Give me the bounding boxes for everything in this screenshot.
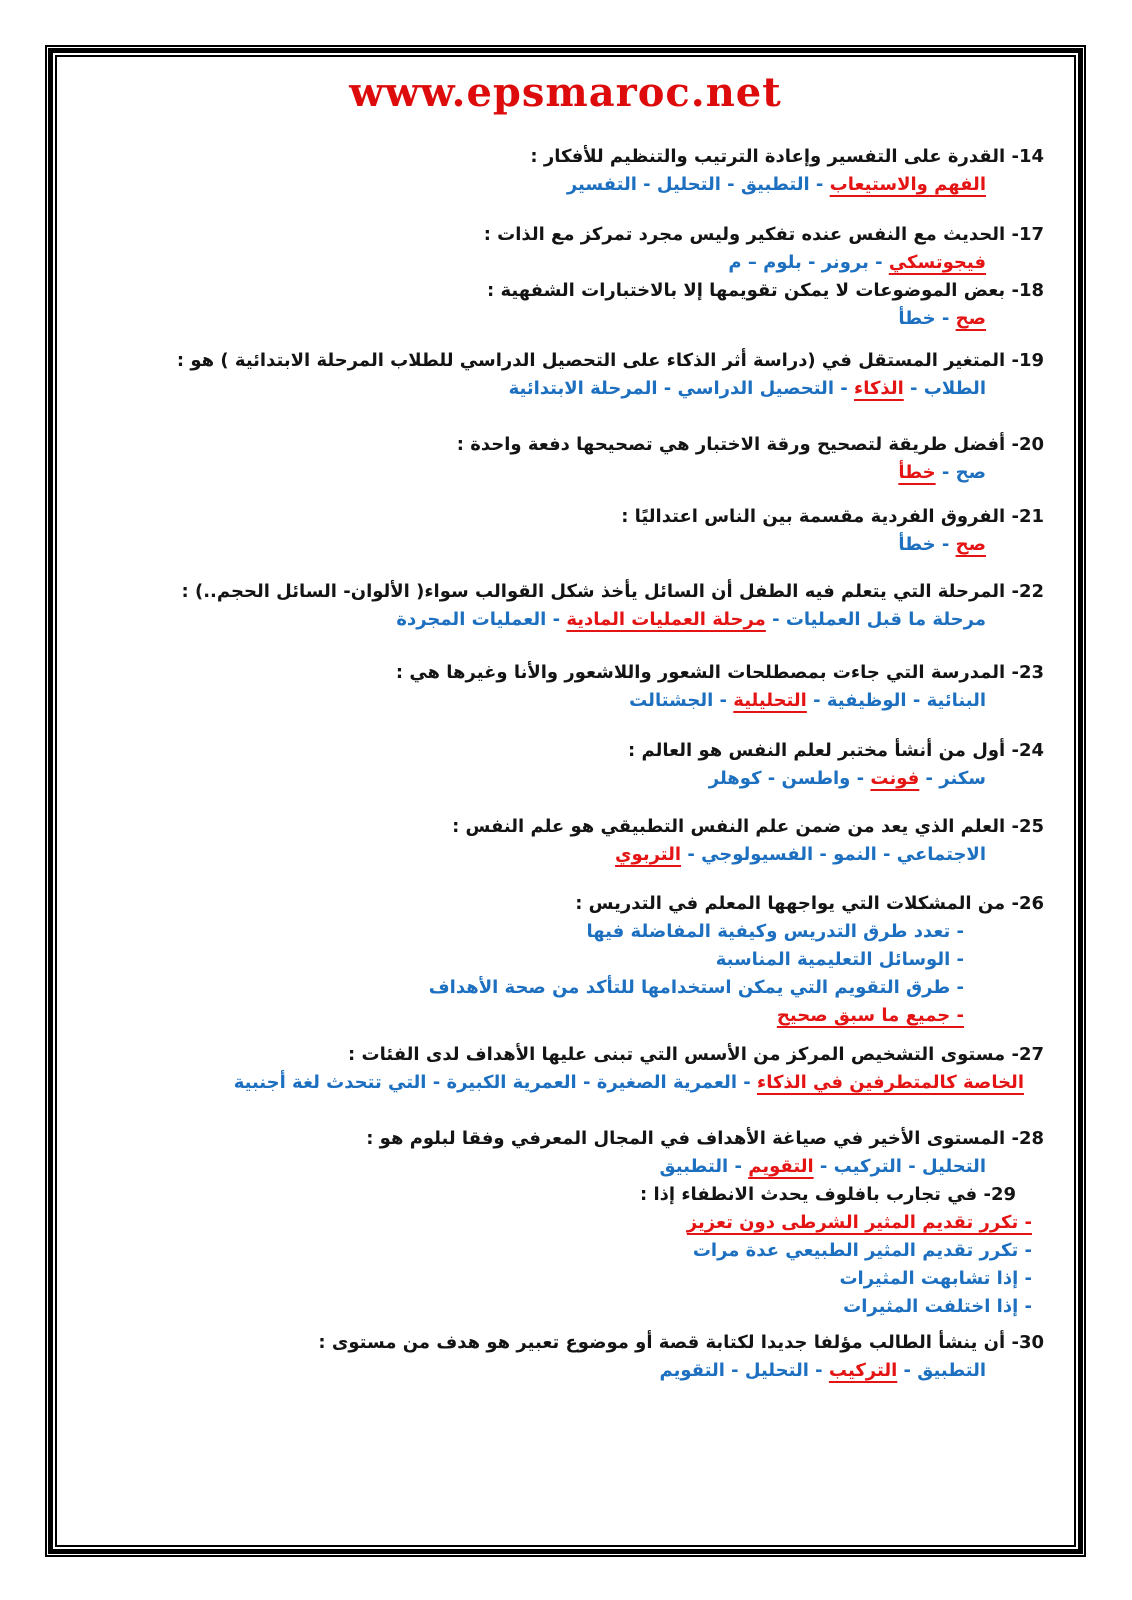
page-border-frame-middle — [48, 48, 1083, 1554]
question-21-text: 21- الفروق الفردية مقسمة بين الناس اعتداليًا : — [621, 506, 1044, 527]
question-25-answers — [87, 841, 986, 869]
question-26-option-3 — [87, 974, 964, 1002]
answer-option: - تعدد طرق التدريس وكيفية المفاضلة فيها — [586, 921, 964, 942]
answer-option: الطلاب - — [903, 378, 986, 399]
answer-option: - تكرر تقديم المثير الطبيعي عدة مرات — [692, 1240, 1032, 1261]
question-26-option-4 — [87, 1002, 964, 1030]
question-block-18 — [87, 277, 1044, 333]
question-14-answers — [87, 171, 986, 199]
answer-option: - العمرية الصغيرة - العمرية الكبيرة - التي تتحدث لغة أجنبية — [233, 1072, 757, 1093]
answer-option: - التطبيق - التحليل - التفسير — [566, 174, 830, 195]
question-17-answers — [87, 249, 986, 277]
question-19-text: 19- المتغير المستقل في (دراسة أثر الذكاء على التحصيل الدراسي للطلاب المرحلة الابتدائية ) هو : — [176, 350, 1044, 371]
correct-answer: - تكرر تقديم المثير الشرطى دون تعزيز — [686, 1212, 1032, 1233]
question-29-option-2 — [87, 1237, 1032, 1265]
page-content — [57, 57, 1074, 1385]
answer-option: البنائية - الوظيفية - — [806, 690, 986, 711]
correct-answer: صح — [955, 308, 986, 329]
question-block-20 — [87, 431, 1044, 487]
question-block-17 — [87, 221, 1044, 277]
question-24-answers — [87, 765, 986, 793]
correct-answer: صح — [955, 534, 986, 555]
question-25-text: 25- العلم الذي يعد من ضمن علم النفس التطبيقي هو علم النفس : — [452, 816, 1044, 837]
correct-answer: التركيب — [828, 1360, 898, 1381]
answer-option: صح - — [935, 462, 986, 483]
question-30-answers — [87, 1357, 986, 1385]
correct-answer: فيجوتسكي — [888, 252, 986, 273]
answer-option: - إذا تشابهت المثيرات — [839, 1268, 1032, 1289]
correct-answer: التربوي — [615, 844, 682, 865]
answer-option: - الجشتالت — [629, 690, 734, 711]
question-block-29 — [87, 1181, 1044, 1321]
question-29-option-4 — [87, 1293, 1032, 1321]
correct-answer: التحليلية — [733, 690, 807, 711]
correct-answer: التقويم — [748, 1156, 814, 1177]
question-30-text: 30- أن ينشأ الطالب مؤلفا جديدا لكتابة قصة أو موضوع تعبير هو هدف من مستوى : — [318, 1332, 1044, 1353]
answer-option: مرحلة ما قبل العمليات - — [765, 609, 986, 630]
question-22-text: 22- المرحلة التي يتعلم فيه الطفل أن السائل يأخذ شكل القوالب سواء( الألوان- السائل الحجم..) : — [181, 581, 1044, 602]
answer-option: - خطأ — [898, 534, 956, 555]
question-block-26 — [87, 890, 1044, 1030]
answer-option: - التحليل - التقويم — [659, 1360, 829, 1381]
correct-answer: الخاصة كالمتطرفين في الذكاء — [757, 1072, 1024, 1093]
answer-option: - برونر - بلوم – م — [728, 252, 889, 273]
question-block-27 — [87, 1041, 1044, 1097]
question-18-text: 18- بعض الموضوعات لا يمكن تقويمها إلا بالاختبارات الشفهية : — [487, 280, 1044, 301]
question-20-answers — [87, 459, 986, 487]
question-block-25 — [87, 813, 1044, 869]
question-18-answers — [87, 305, 986, 333]
question-block-22 — [87, 578, 1044, 634]
correct-answer: فونت — [870, 768, 920, 789]
question-29-text: 29- في تجارب بافلوف يحدث الانطفاء إذا : — [640, 1184, 1016, 1205]
question-20-text: 20- أفضل طريقة لتصحيح ورقة الاختبار هي تصحيحها دفعة واحدة : — [456, 434, 1044, 455]
answer-option: - واطسن - كوهلر — [708, 768, 871, 789]
question-26-text: 26- من المشكلات التي يواجهها المعلم في التدريس : — [575, 893, 1044, 914]
question-block-28 — [87, 1125, 1044, 1181]
answer-option: - الوسائل التعليمية المناسبة — [715, 949, 964, 970]
question-19-answers — [87, 375, 986, 403]
question-17-text: 17- الحديث مع النفس عنده تفكير وليس مجرد تمركز مع الذات : — [483, 224, 1044, 245]
question-23-answers — [87, 687, 986, 715]
question-22-answers — [87, 606, 986, 634]
correct-answer: خطأ — [898, 462, 936, 483]
answer-option: - خطأ — [898, 308, 956, 329]
page-border-frame-inner — [55, 55, 1076, 1547]
question-26-option-1 — [87, 918, 964, 946]
correct-answer: مرحلة العمليات المادية — [566, 609, 766, 630]
question-24-text: 24- أول من أنشأ مختبر لعلم النفس هو العالم : — [627, 740, 1044, 761]
question-28-answers — [87, 1153, 986, 1181]
questions-list — [87, 143, 1044, 1385]
page-border-frame — [45, 45, 1086, 1557]
question-26-option-2 — [87, 946, 964, 974]
answer-option: - إذا اختلفت المثيرات — [843, 1296, 1032, 1317]
answer-option: - طرق التقويم التي يمكن استخدامها للتأكد من صحة الأهداف — [428, 977, 964, 998]
question-block-23 — [87, 659, 1044, 715]
answer-option: سكنر - — [919, 768, 986, 789]
question-21-answers — [87, 531, 986, 559]
question-29-option-3 — [87, 1265, 1032, 1293]
answer-option: - التطبيق — [659, 1156, 749, 1177]
question-14-text: 14- القدرة على التفسير وإعادة الترتيب والتنظيم للأفكار : — [530, 146, 1044, 167]
site-title: www.epsmaroc.net — [349, 69, 782, 116]
question-29-option-1 — [87, 1209, 1032, 1237]
question-block-24 — [87, 737, 1044, 793]
question-28-text: 28- المستوى الأخير في صياغة الأهداف في المجال المعرفي وفقا لبلوم هو : — [366, 1128, 1044, 1149]
answer-option: - التحصيل الدراسي - المرحلة الابتدائية — [508, 378, 854, 399]
question-block-21 — [87, 503, 1044, 559]
correct-answer: - جميع ما سبق صحيح — [776, 1005, 964, 1026]
answer-option: التحليل - التركيب - — [813, 1156, 986, 1177]
answer-option: التطبيق - — [897, 1360, 986, 1381]
question-block-14 — [87, 143, 1044, 199]
answer-option: - العمليات المجردة — [396, 609, 567, 630]
correct-answer: الذكاء — [854, 378, 904, 399]
correct-answer: الفهم والاستيعاب — [829, 174, 986, 195]
answer-option: الاجتماعي - النمو - الفسيولوجي - — [681, 844, 986, 865]
question-23-text: 23- المدرسة التي جاءت بمصطلحات الشعور واللاشعور والأنا وغيرها هي : — [395, 662, 1044, 683]
question-27-text: 27- مستوى التشخيص المركز من الأسس التي تبنى عليها الأهداف لدى الفئات : — [348, 1044, 1044, 1065]
question-block-30 — [87, 1329, 1044, 1385]
question-block-19 — [87, 347, 1044, 403]
question-27-answers — [87, 1069, 1024, 1097]
